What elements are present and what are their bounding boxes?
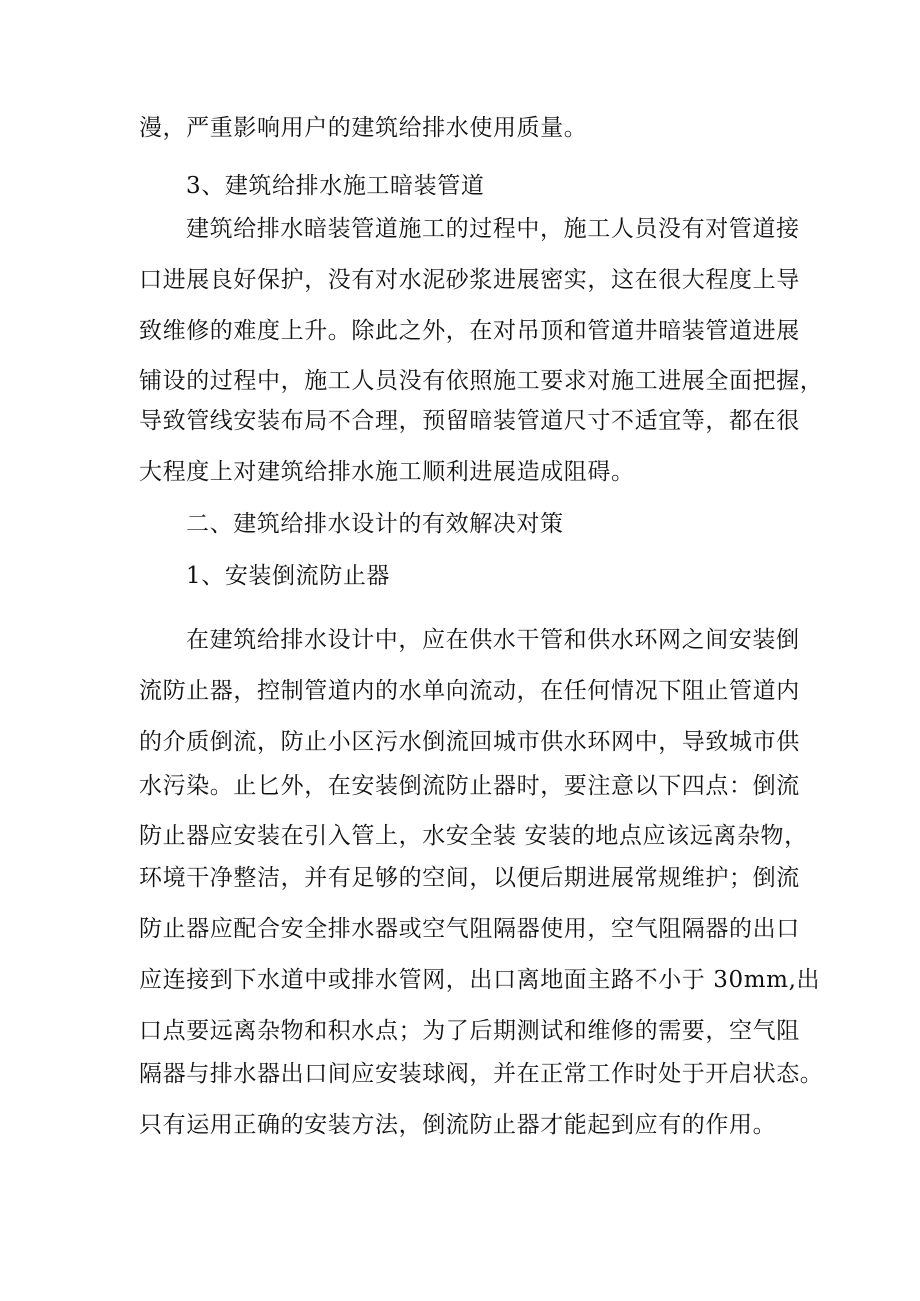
text-line: 口进展良好保护，没有对水泥砂浆进展密实，这在很大程度上导 xyxy=(139,267,800,293)
text-line: 的介质倒流，防止小区污水倒流回城市供水环网中，导致城市供 xyxy=(139,729,800,755)
text-line: 环境干净整洁，并有足够的空间，以便后期进展常规维护；倒流 xyxy=(139,865,800,891)
subsection-heading: 1、安装倒流防止器 xyxy=(186,563,391,589)
text-line: 防止器应安装在引入管上，水安全装 安装的地点应该远离杂物， xyxy=(139,823,808,849)
text-line: 只有运用正确的安装方法，倒流防止器才能起到应有的作用。 xyxy=(139,1112,777,1138)
text-line: 致维修的难度上升。除此之外，在对吊顶和管道井暗装管道进展 xyxy=(139,318,800,344)
text-line: 防止器应配合安全排水器或空气阻隔器使用，空气阻隔器的出口 xyxy=(139,916,800,942)
section-heading: 二、建筑给排水设计的有效解决对策 xyxy=(186,511,564,537)
text-line: 铺设的过程中，施工人员没有依照施工要求对施工进展全面把握， xyxy=(139,368,824,394)
text-line: 建筑给排水暗装管道施工的过程中，施工人员没有对管道接 xyxy=(186,216,800,242)
text-line: 在建筑给排水设计中，应在供水干管和供水环网之间安装倒 xyxy=(186,627,800,653)
text-line: 水污染。止匕外，在安装倒流防止器时，要注意以下四点：倒流 xyxy=(139,773,800,799)
text-line: 漫，严重影响用户的建筑给排水使用质量。 xyxy=(139,115,588,141)
text-line: 导致管线安装布局不合理，预留暗装管道尺寸不适宜等，都在很 xyxy=(139,408,800,434)
text-line: 大程度上对建筑给排水施工顺利进展造成阻碍。 xyxy=(139,459,635,485)
text-line: 口点要远离杂物和积水点；为了后期测试和维修的需要，空气阻 xyxy=(139,1018,800,1044)
text-line: 应连接到下水道中或排水管网，出口离地面主路不小于 30mm,出 xyxy=(139,967,821,993)
section-heading: 3、建筑给排水施工暗装管道 xyxy=(186,173,485,199)
text-line: 流防止器，控制管道内的水单向流动，在任何情况下阻止管道内 xyxy=(139,678,800,704)
text-line: 隔器与排水器出口间应安装球阀，并在正常工作时处于开启状态。 xyxy=(139,1061,824,1087)
